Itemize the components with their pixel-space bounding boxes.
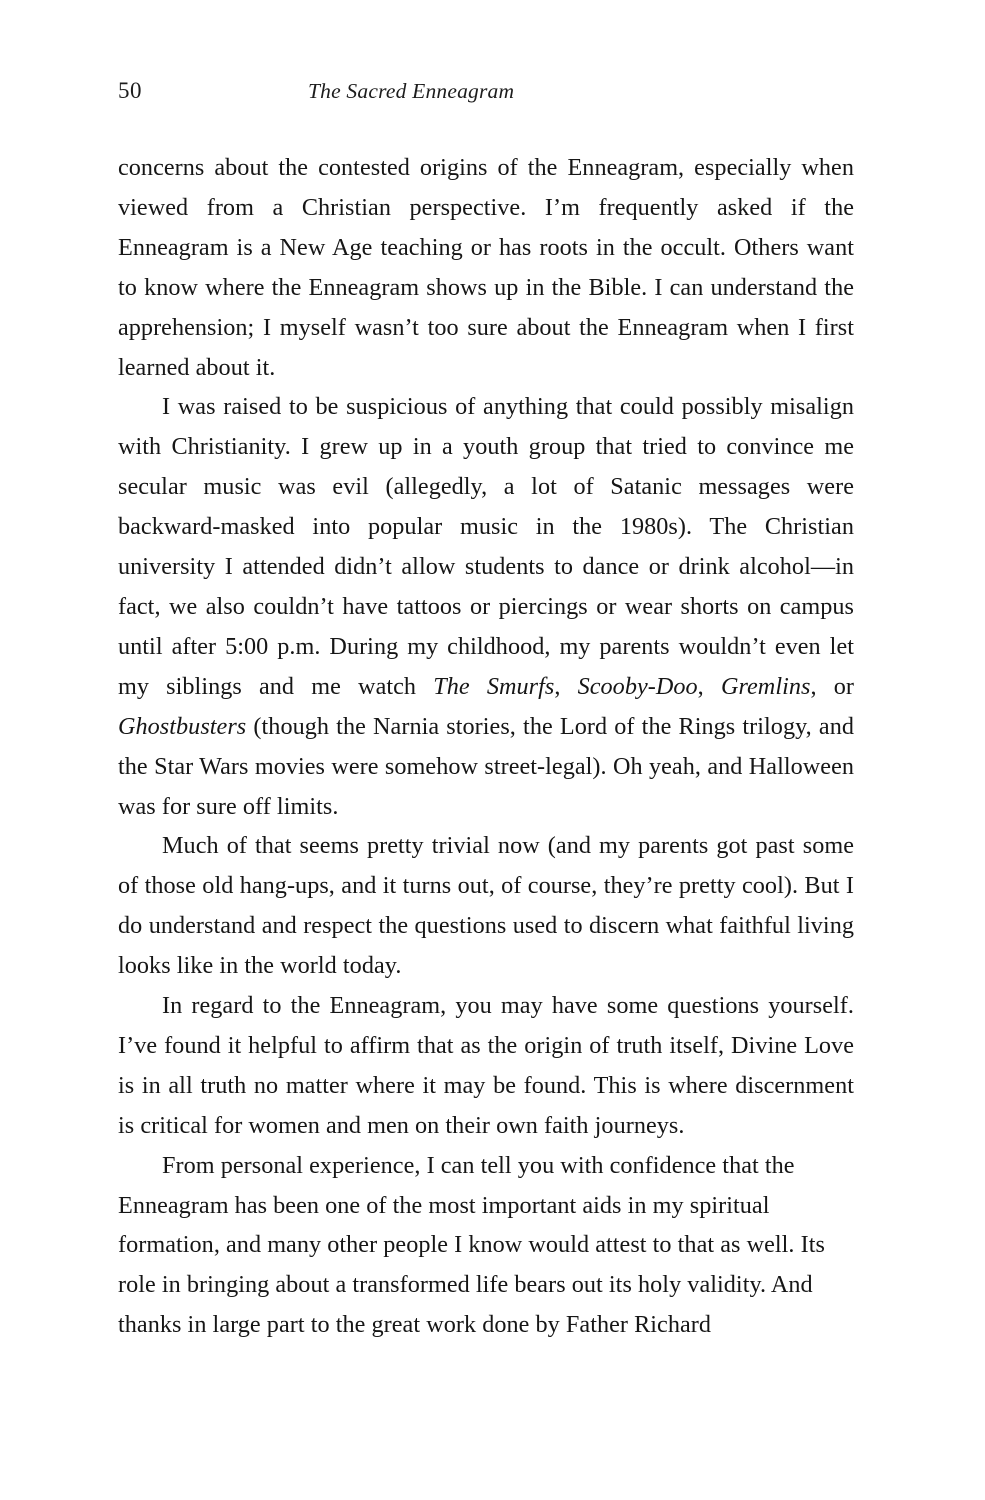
paragraph-1: concerns about the contested origins of the Enneagram, especially when viewed from a Christian perspective. I’m frequently asked if the Enneagram is a New Age teaching or has roots in the occult. Others want to know where the Enneagram shows up in the Bible. I can understand the apprehension; I myself wasn’t too sure about the Enneagram when I first learned about it. [118, 154, 854, 381]
paragraph-2 [118, 387, 854, 826]
running-title: The Sacred Enneagram [308, 79, 515, 103]
paragraph-3: Much of that seems pretty trivial now (and my parents got past some of those old hang-ups, and it turns out, of course, they’re pretty cool). But I do understand and respect the questions used to discern what faithful living looks like in the world today. [118, 832, 854, 980]
title-sep-2: , [697, 672, 721, 700]
paragraph-4: In regard to the Enneagram, you may have some questions yourself. I’ve found it helpful to affirm that as the origin of truth itself, Divine Love is in all truth no matter where it may be found. This is where discernment is critical for women and men on their own faith journeys. [118, 992, 854, 1139]
title-ghostbusters: Ghostbusters [118, 712, 247, 740]
title-sep-1: , [554, 672, 578, 700]
page-number: 50 [118, 78, 142, 103]
title-the-smurfs: The Smurfs [433, 672, 555, 700]
title-gremlins: Gremlins [720, 672, 811, 700]
paragraph-2-tail: (though the Narnia stories, the Lord of the Rings trilogy, and the Star Wars movies were somehow street-legal). Oh yeah, and Halloween was for sure off limits. [118, 712, 854, 820]
title-sep-3: , or [810, 672, 854, 700]
page-header [118, 78, 858, 112]
title-scooby-doo: Scooby-Doo [577, 672, 698, 700]
paragraph-2-lead: I was raised to be suspicious of anything that could possibly misalign with Christianity. I grew up in a youth group that tried to convince me secular music was evil (allegedly, a lot of Satanic messages were backward-masked into popular music in the 1980s). The Christian university I attended didn’t allow students to dance or drink alcohol—in fact, we also couldn’t have tattoos or piercings or wear shorts on campus until after 5:00 p.m. During my childhood, my parents wouldn’t even let my siblings and me watch [118, 393, 854, 700]
paragraph-5: From personal experience, I can tell you with confidence that the Enneagram has been one of the most important aids in my spiritual formation, and many other people I know would attest to that as well. Its role in bringing about a transformed life bears out its holy validity. And thanks in large part to the great work done by Father Richard [118, 1151, 825, 1339]
page-body [118, 148, 854, 1345]
